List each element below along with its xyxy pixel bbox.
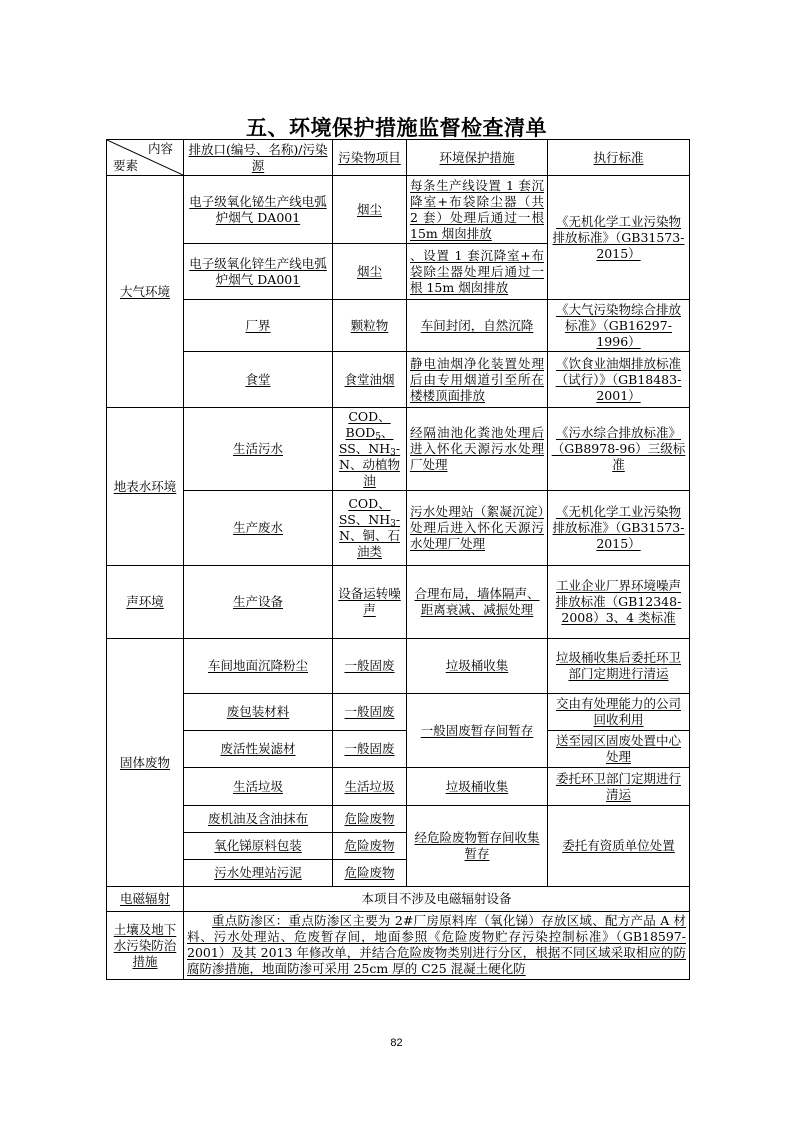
air-measure-2: 、设置 1 套沉降室+布袋除尘器处理后通过一根 15m 烟囱排放 (407, 244, 548, 300)
table-row (107, 887, 690, 912)
water-pollutant-2: COD、SS、$NH_3-N$、铜、石油类 (333, 491, 407, 566)
water-standard-2: 《无机化学工业污染物排放标准》（GB31573-2015） (548, 491, 690, 566)
solid-pollutant-4: 生活垃圾 (333, 768, 407, 806)
table-header-row (107, 140, 690, 176)
solid-pollutant-1: 一般固废 (333, 639, 407, 694)
solid-pollutant-2: 一般固废 (333, 694, 407, 731)
air-source-4: 食堂 (184, 352, 333, 408)
noise-standard: 工业企业厂界环境噪声排放标准（GB12348-2008）3、4 类标准 (548, 566, 690, 639)
noise-measure: 合理布局，墙体隔声、距离衰减、减振处理 (407, 566, 548, 639)
solid-measure-1: 垃圾桶收集 (407, 639, 548, 694)
solid-source-1: 车间地面沉降粉尘 (184, 639, 333, 694)
air-pollutant-4: 食堂油烟 (333, 352, 407, 408)
table-row (107, 694, 690, 731)
solid-measure-5: 经危险废物暂存间收集暂存 (407, 806, 548, 887)
header-measure: 环境保护措施 (407, 140, 548, 176)
table-row (107, 300, 690, 352)
soil-text: 重点防渗区：重点防渗区主要为 2#厂房原料库（氧化锑）存放区域、配方产品 A 材料、污水处理站、危废暂存间，地面参照《危险废物贮存污染控制标准》（GB18597-2001）及其 2013 年修改单，并结合危险废物类别进行分区，根据不同区域采取相应的防腐防渗措施，地面防渗可采用 25cm 厚的 C25 混凝土硬化防 (184, 912, 690, 980)
header-elements-label: 要素 (113, 158, 139, 173)
air-measure-3: 车间封闭，自然沉降 (407, 300, 548, 352)
solid-standard-3: 送至园区固废处置中心处理 (548, 731, 690, 768)
table-row (107, 352, 690, 408)
category-water: 地表水环境 (107, 408, 184, 566)
solid-pollutant-3: 一般固废 (333, 731, 407, 768)
table-row (107, 731, 690, 768)
table-row (107, 768, 690, 806)
water-pollutant-1: COD、$BOD_5$、SS、$NH_3-N$、动植物油 (333, 408, 407, 491)
air-pollutant-3: 颗粒物 (333, 300, 407, 352)
air-source-2: 电子级氧化锌生产线电弧炉烟气 DA001 (184, 244, 333, 300)
category-air: 大气环境 (107, 176, 184, 408)
solid-standard-2: 交由有处理能力的公司回收利用 (548, 694, 690, 731)
diagonal-header-cell (107, 140, 184, 176)
air-pollutant-1: 烟尘 (333, 176, 407, 244)
solid-pollutant-6: 危险废物 (333, 833, 407, 860)
table-row (107, 639, 690, 694)
category-noise: 声环境 (107, 566, 184, 639)
solid-standard-1: 垃圾桶收集后委托环卫部门定期进行清运 (548, 639, 690, 694)
category-soil: 土壤及地下水污染防治措施 (107, 912, 184, 980)
solid-pollutant-5: 危险废物 (333, 806, 407, 833)
solid-standard-5: 委托有资质单位处置 (548, 806, 690, 887)
category-solid: 固体废物 (107, 639, 184, 887)
solid-source-3: 废活性炭滤材 (184, 731, 333, 768)
solid-standard-4: 委托环卫部门定期进行清运 (548, 768, 690, 806)
air-standard-3: 《大气污染物综合排放标准》（GB16297-1996） (548, 300, 690, 352)
air-measure-1: 每条生产线设置 1 套沉降室+布袋除尘器（共 2 套）处理后通过一根 15m 烟囱排放 (407, 176, 548, 244)
header-pollutant: 污染物项目 (333, 140, 407, 176)
table-row (107, 408, 690, 491)
water-measure-1: 经隔油池化粪池处理后进入怀化天源污水处理厂处理 (407, 408, 548, 491)
page-title: 五、环境保护措施监督检查清单 (246, 116, 547, 140)
table-row (107, 566, 690, 639)
page-number: 82 (390, 1037, 403, 1049)
solid-source-5: 废机油及含油抹布 (184, 806, 333, 833)
solid-source-7: 污水处理站污泥 (184, 860, 333, 887)
category-em: 电磁辐射 (107, 887, 184, 912)
water-source-1: 生活污水 (184, 408, 333, 491)
air-standard-4: 《饮食业油烟排放标准（试行）》（GB18483-2001） (548, 352, 690, 408)
table-row (107, 176, 690, 244)
header-standard: 执行标准 (548, 140, 690, 176)
air-measure-4: 静电油烟净化装置处理后由专用烟道引至所在楼楼顶面排放 (407, 352, 548, 408)
em-text: 本项目不涉及电磁辐射设备 (184, 887, 690, 912)
solid-measure-4: 垃圾桶收集 (407, 768, 548, 806)
noise-pollutant: 设备运转噪声 (333, 566, 407, 639)
inspection-table (106, 139, 690, 980)
air-source-3: 厂界 (184, 300, 333, 352)
water-measure-2: 污水处理站（絮凝沉淀）处理后进入怀化天源污水处理厂处理 (407, 491, 548, 566)
table-row (107, 491, 690, 566)
water-source-2: 生产废水 (184, 491, 333, 566)
header-content-label: 内容 (147, 141, 173, 156)
air-pollutant-2: 烟尘 (333, 244, 407, 300)
table-row (107, 912, 690, 980)
solid-source-6: 氧化锑原料包装 (184, 833, 333, 860)
water-standard-1: 《污水综合排放标准》（GB8978-96）三级标准 (548, 408, 690, 491)
table-row (107, 806, 690, 833)
air-source-1: 电子级氧化铋生产线电弧炉烟气 DA001 (184, 176, 333, 244)
air-standard-1: 《无机化学工业污染物排放标准》（GB31573-2015） (548, 176, 690, 300)
solid-source-4: 生活垃圾 (184, 768, 333, 806)
noise-source: 生产设备 (184, 566, 333, 639)
solid-measure-2: 一般固废暂存间暂存 (407, 694, 548, 768)
solid-source-2: 废包装材料 (184, 694, 333, 731)
solid-pollutant-7: 危险废物 (333, 860, 407, 887)
header-outlet: 排放口(编号、名称)/污染源 (184, 140, 333, 176)
